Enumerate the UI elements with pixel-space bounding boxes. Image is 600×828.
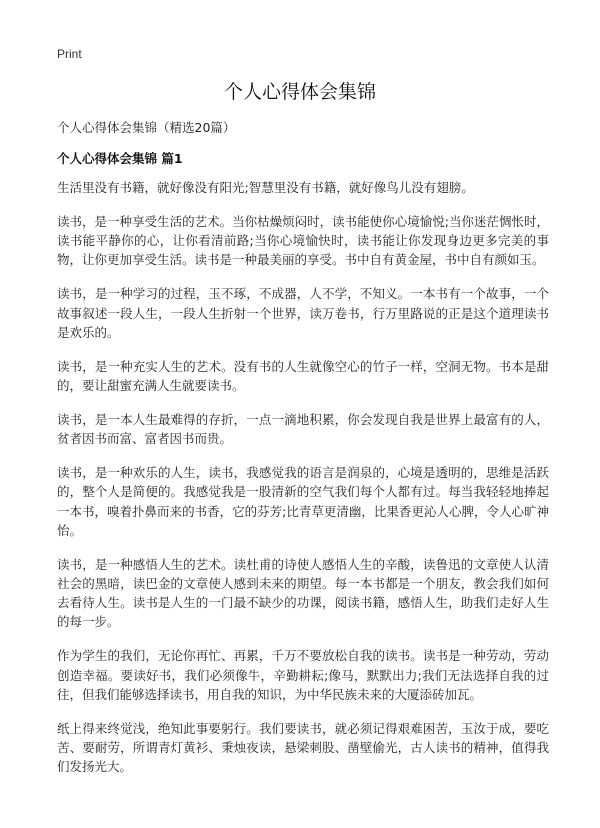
paragraph-6: 读书，是一种欢乐的人生，读书，我感觉我的语言是润泉的，心境是透明的，思维是活跃的，整个人是简便的。我感觉我是一股清新的空气我们每个人都有过。每当我轻轻地捧起一本书，嗅着扑鼻而来的书香，它的芬芳;比青草更清幽，比果香更沁人心脾，令人心旷神怡。 xyxy=(57,465,549,538)
paragraph-3: 读书，是一种学习的过程，玉不琢，不成器，人不学，不知义。一本书有一个故事，一个故事叙述一段人生，一段人生折射一个世界，读万卷书，行万里路说的正是这个道理读书是欢乐的。 xyxy=(57,286,549,340)
article-body xyxy=(57,178,549,791)
paragraph-8: 作为学生的我们，无论你再忙、再累，千万不要放松自我的读书。读书是一种劳动，劳动创造幸福。要读好书，我们必须像牛，辛勤耕耘;像马，默默出力;我们无法选择自我的过往，但我们能够选择读书，用自我的知识，为中华民族未来的大厦添砖加瓦。 xyxy=(57,648,549,702)
paragraph-4: 读书，是一种充实人生的艺术。没有书的人生就像空心的竹子一样，空洞无物。书本是甜的，要让甜蜜充满人生就要读书。 xyxy=(57,358,549,394)
print-link[interactable]: Print xyxy=(57,47,82,61)
paragraph-7: 读书，是一种感悟人生的艺术。读杜甫的诗使人感悟人生的辛酸，读鲁迅的文章使人认清社会的黑暗，读巴金的文章使人感到未来的期望。每一本书都是一个朋友，教会我们如何去看待人生。读书是人生的一门最不缺少的功课，阅读书籍，感悟人生，助我们走好人生的每一步。 xyxy=(57,556,549,630)
document-subtitle: 个人心得体会集锦（精选20篇） xyxy=(57,120,236,135)
paragraph-2: 读书，是一种享受生活的艺术。当你枯燥烦闷时，读书能使你心境愉悦;当你迷茫惆怅时，读书能平静你的心，让你看清前路;当你心境愉快时，读书能让你发现身边更多完美的事物，让你更加享受生活。读书是一种最美丽的享受。书中自有黄金屋，书中自有颜如玉。 xyxy=(57,214,549,268)
page-title: 个人心得体会集锦 xyxy=(223,81,376,103)
section-heading: 个人心得体会集锦 篇1 xyxy=(57,151,183,166)
paragraph-1: 生活里没有书籍，就好像没有阳光;智慧里没有书籍，就好像鸟儿没有翅膀。 xyxy=(57,180,474,195)
paragraph-5: 读书，是一本人生最难得的存折，一点一滴地积累，你会发现自我是世界上最富有的人，贫者因书而富、富者因书而贵。 xyxy=(57,412,549,447)
paragraph-9: 纸上得来终觉浅，绝知此事要躬行。我们要读书，就必须记得艰难困苦，玉汝于成，要吃苦、要耐劳，所谓青灯黄衫、秉烛夜读，悬梁刺股、凿壁偷光，古人读书的精神，值得我们发扬光大。 xyxy=(57,720,549,775)
